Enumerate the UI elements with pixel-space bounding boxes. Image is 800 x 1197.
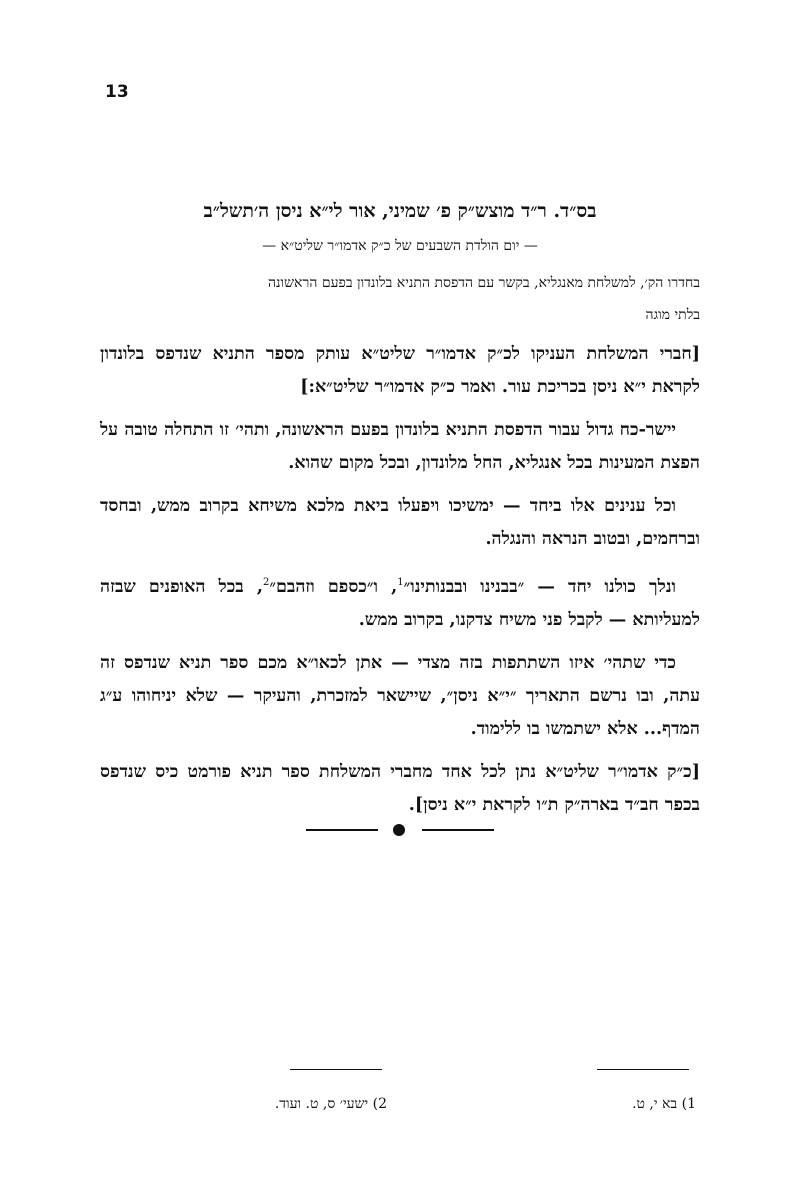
section-divider-ornament — [306, 821, 494, 839]
footnote-separator-right — [597, 1069, 689, 1070]
paragraph-2: יישר-כח גדול עבור הדפסת התניא בלונדון בפעם הראשונה, ותהי׳ זו התחלה טובה על הפצת המעינות בכל אנגליא, החל מלונדון, ובכל מקום שהוא. — [100, 420, 700, 473]
divider-rule-right — [422, 829, 494, 831]
page-title: בס״ד. ר״ד מוצש״ק פ׳ שמיני, אור לי״א ניסן ה׳תשל״ב — [203, 200, 597, 222]
intro-note — [100, 267, 700, 331]
footnote-ref-2[interactable]: 2 — [262, 577, 270, 588]
body-text — [100, 338, 700, 832]
intro-line-1: בחדרו הק׳, למשלחת מאנגליא, בקשר עם הדפסת התניא בלונדון בפעם הראשונה — [267, 275, 700, 291]
paragraph-4-part-c: , בכל האופנים שבזה למעליותא — לקבל פני משיח צדקנו, בקרוב ממש. — [100, 576, 700, 630]
paragraph-4-part-b: , ו״כספם וזהבם״ — [269, 576, 398, 597]
footnote-ref-1[interactable]: 1 — [397, 577, 404, 588]
footnote-separator-left — [290, 1069, 382, 1070]
paragraph-6: [כ״ק אדמו״ר שליט״א נתן לכל אחד מחברי המשלחת ספר תניא פורמט כיס שנדפס בכפר חב״ד בארה״ק ת״ו לקראת י״א ניסן]. — [100, 761, 700, 815]
footnote-1: 1) בא י, ט. — [632, 1096, 696, 1112]
divider-dot — [393, 824, 405, 836]
intro-line-2: בלתי מוגה — [645, 307, 700, 323]
subtitle: — יום הולדת השבעים של כ״ק אדמו״ר שליט״א — — [262, 238, 538, 254]
footnote-2: 2) ישעי׳ ס, ט. ועוד. — [274, 1096, 387, 1112]
paragraph-4 — [100, 566, 700, 637]
paragraph-1: [חברי המשלחת העניקו לכ״ק אדמו״ר שליט״א עותק מספר התניא שנדפס בלונדון לקראת י״א ניסן בכריכת עור. ואמר כ״ק אדמו״ר שליט״א:] — [100, 344, 700, 397]
divider-rule-left — [306, 829, 378, 831]
paragraph-5: כדי שתהי׳ איזו השתתפות בזה מצדי — אתן לכאו״א מכם ספר תניא שנדפס זה עתה, ובו נרשם התאריך ״י״א ניסן״, שיישאר למזכרת, והעיקר — שלא יניחוהו ע״ג המדף... אלא ישתמשו בו ללימוד. — [100, 652, 700, 739]
page-number: 13 — [105, 82, 129, 102]
paragraph-3: וכל ענינים אלו ביחד — ימשיכו ויפעלו ביאת מלכא משיחא בקרוב ממש, ובחסד וברחמים, ובטוב הנראה והנגלה. — [100, 496, 700, 549]
paragraph-4-part-a: ונלך כולנו יחד — ״בבנינו ובבנותינו״ — [403, 576, 677, 597]
